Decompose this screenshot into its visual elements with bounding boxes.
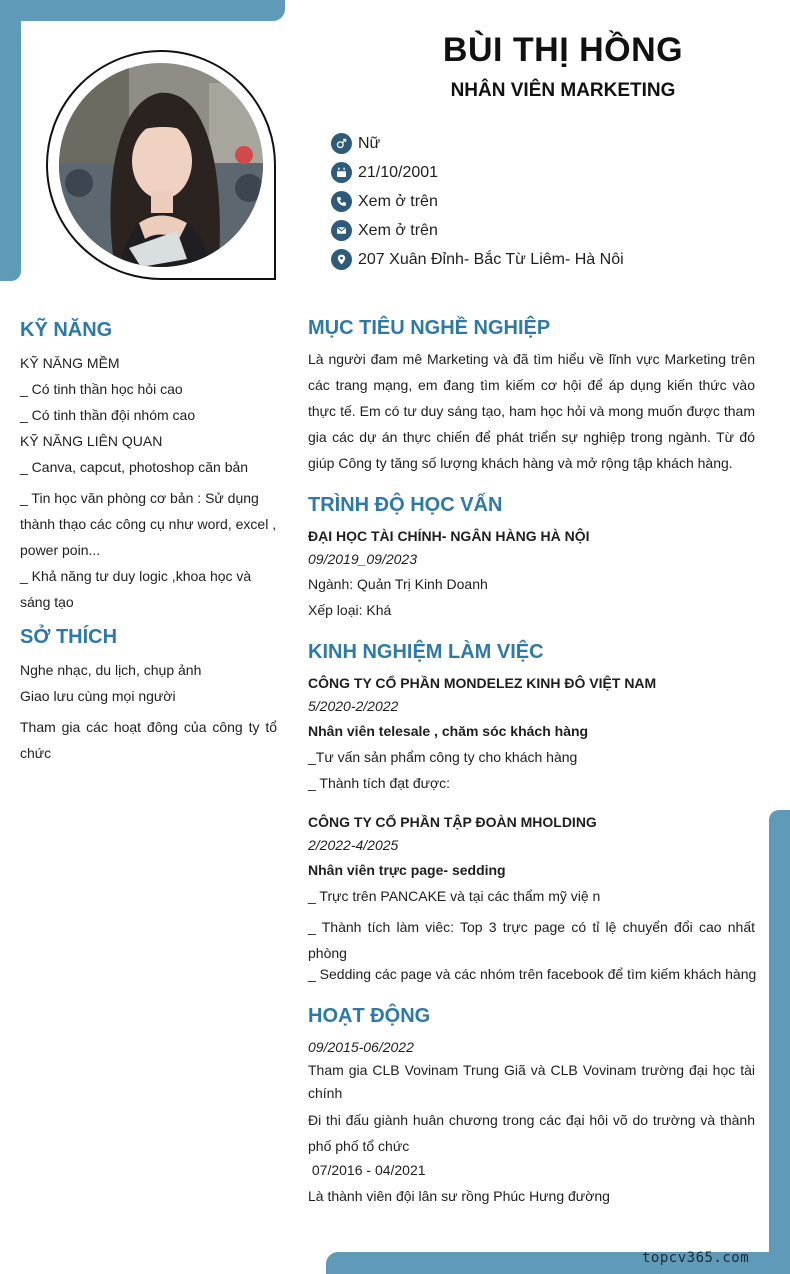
contact-info xyxy=(331,129,624,274)
job-detail: _Tư vấn sản phẩm công ty cho khách hàng xyxy=(308,749,578,765)
email-icon xyxy=(331,220,352,241)
hobby-item: Tham gia các hoạt đông của công ty tổ chức xyxy=(20,719,277,761)
activity-item: Tham gia CLB Vovinam Trung Giã và CLB Vovinam trường đại học tài chính xyxy=(308,1062,755,1101)
related-skills-title: KỸ NĂNG LIÊN QUAN xyxy=(20,433,163,449)
education-rank: Xếp loại: Khá xyxy=(308,602,392,618)
address-text: 207 Xuân Đỉnh- Bắc Từ Liêm- Hà Nôi xyxy=(358,250,624,268)
skills-heading: KỸ NĂNG xyxy=(20,319,113,341)
education-heading: TRÌNH ĐỘ HỌC VẤN xyxy=(308,494,503,516)
phone-text: Xem ở trên xyxy=(358,192,438,210)
birthday-text: 21/10/2001 xyxy=(358,163,439,181)
watermark: topcv365.com xyxy=(642,1250,750,1266)
activity-item: Đi thi đấu giành huân chương trong các đại hôi võ do trường và thành phố phố tổ chức xyxy=(308,1112,755,1154)
related-skill-item: _ Canva, capcut, photoshop căn bản xyxy=(20,459,249,475)
contact-gender xyxy=(331,129,624,158)
activity-period: 09/2015-06/2022 xyxy=(308,1039,414,1055)
job-detail: _ Thành tích làm viêc: Top 3 trực page có tỉ lệ chuyển đổi cao nhất phòng xyxy=(308,919,755,961)
contact-address xyxy=(331,245,624,274)
soft-skill-item: _ Có tinh thần đội nhóm cao xyxy=(20,407,196,423)
activity-item: Là thành viên đội lân sư rồng Phúc Hưng đường xyxy=(308,1188,610,1204)
hobby-item: Nghe nhạc, du lịch, chụp ảnh xyxy=(20,662,202,678)
objective-text: Là người đam mê Marketing và đã tìm hiểu về lĩnh vực Marketing trên các trang mạng, em đang tìm kiếm cơ hội để áp dụng kiến thức vào thực tế. Em có tư duy sáng tạo, ham học hỏi và mong muốn được tham gia các dự án thực chiến để phát triển sự nghiệp trong ngành. Từ đó giúp Công ty tăng số lượng khách hàng và mở rộng tập khách hàng. xyxy=(308,351,755,471)
objective-heading: MỤC TIÊU NGHỀ NGHIỆP xyxy=(308,317,551,339)
company-name: CÔNG TY CỔ PHẦN MONDELEZ KINH ĐÔ VIỆT NAM xyxy=(308,675,657,691)
phone-icon xyxy=(331,191,352,212)
job-period: 2/2022-4/2025 xyxy=(308,837,399,853)
email-text: Xem ở trên xyxy=(358,221,438,239)
activity-period: 07/2016 - 04/2021 xyxy=(308,1162,426,1178)
education-period: 09/2019_09/2023 xyxy=(308,551,417,567)
calendar-icon xyxy=(331,162,352,183)
experience-heading: KINH NGHIỆM LÀM VIỆC xyxy=(308,641,544,663)
job-position: NHÂN VIÊN MARKETING xyxy=(450,80,676,101)
job-detail: _ Trực trên PANCAKE và tại các thẩm mỹ việ n xyxy=(308,888,601,904)
job-role: Nhân viên telesale , chăm sóc khách hàng xyxy=(308,723,589,739)
job-detail: _ Thành tích đạt được: xyxy=(308,775,451,791)
decorative-frame-top xyxy=(0,0,285,21)
soft-skills-title: KỸ NĂNG MỀM xyxy=(20,355,120,371)
company-name: CÔNG TY CỔ PHẦN TẬP ĐOÀN MHOLDING xyxy=(308,814,597,830)
job-role: Nhân viên trực page- sedding xyxy=(308,862,506,878)
job-period: 5/2020-2/2022 xyxy=(308,698,399,714)
gender-text: Nữ xyxy=(358,134,381,152)
gender-icon xyxy=(331,133,352,154)
decorative-frame-right xyxy=(769,810,790,1274)
hobby-item: Giao lưu cùng mọi người xyxy=(20,688,176,704)
location-icon xyxy=(331,249,352,270)
soft-skill-item: _ Có tinh thần học hỏi cao xyxy=(20,381,183,397)
related-skill-item: _ Tin học văn phòng cơ bản : Sử dụng thành thạo các công cụ như word, excel , power poin... xyxy=(20,490,277,558)
contact-email xyxy=(331,216,624,245)
contact-birthday xyxy=(331,158,624,187)
decorative-frame-left xyxy=(0,0,21,281)
education-major: Ngành: Quản Trị Kinh Doanh xyxy=(308,576,488,592)
school-name: ĐẠI HỌC TÀI CHÍNH- NGÂN HÀNG HÀ NỘI xyxy=(308,528,590,544)
candidate-name: BÙI THỊ HỒNG xyxy=(442,31,684,69)
activities-heading: HOẠT ĐỘNG xyxy=(308,1005,431,1027)
hobbies-heading: SỞ THÍCH xyxy=(20,626,118,648)
contact-phone xyxy=(331,187,624,216)
avatar xyxy=(59,63,263,267)
job-detail: _ Sedding các page và các nhóm trên facebook để tìm kiếm khách hàng xyxy=(308,966,757,982)
related-skill-item: _ Khả năng tư duy logic ,khoa học và sáng tạo xyxy=(20,568,252,610)
